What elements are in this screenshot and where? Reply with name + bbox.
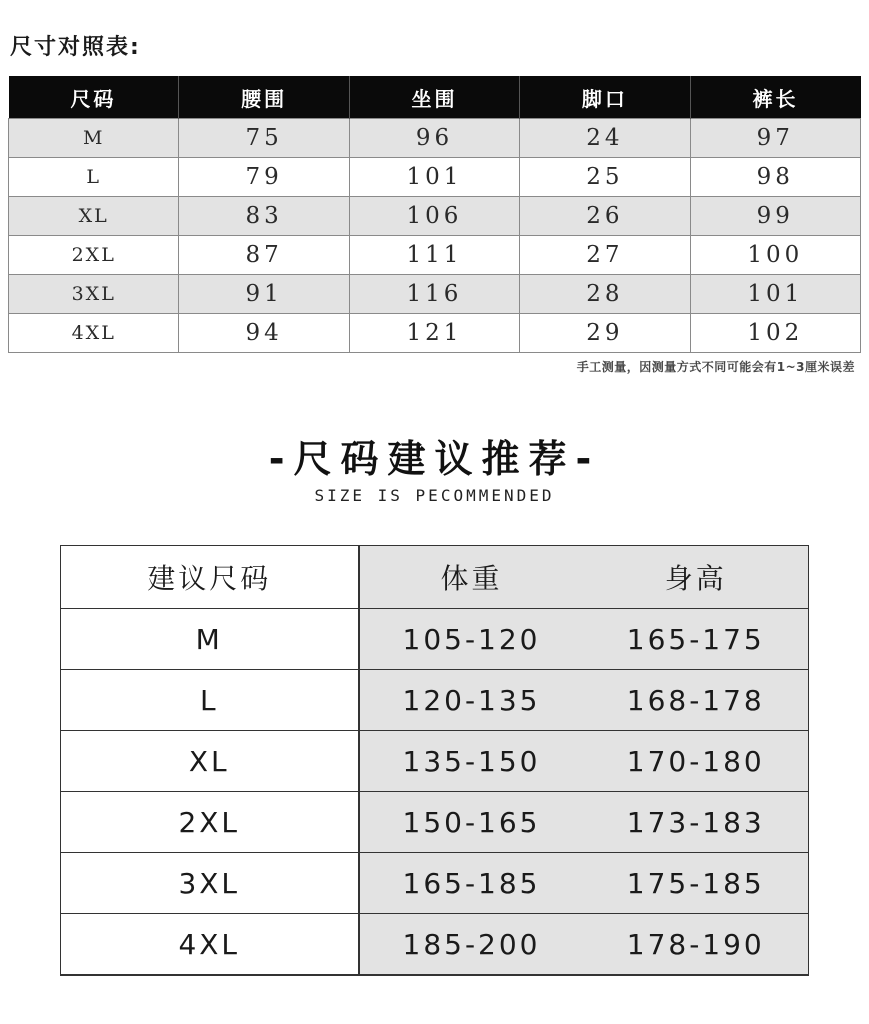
table-cell: L <box>9 158 179 197</box>
table-cell: 28 <box>520 275 690 314</box>
table-cell: L <box>61 670 359 731</box>
table-cell: 96 <box>349 119 519 158</box>
size-measurement-table <box>8 76 861 353</box>
measurement-note: 手工测量，因测量方式不同可能会有1~3厘米误差 <box>576 360 855 374</box>
table-row <box>9 197 861 236</box>
header-recommended-size: 建议尺码 <box>61 546 359 609</box>
table-cell: 25 <box>520 158 690 197</box>
table-cell: 116 <box>349 275 519 314</box>
table-cell: 170-180 <box>584 731 809 792</box>
table-cell: 175-185 <box>584 853 809 914</box>
table-cell: 94 <box>179 314 349 353</box>
table-cell: 3XL <box>61 853 359 914</box>
header-height: 身高 <box>584 546 809 609</box>
header-pant-length: 裤长 <box>690 76 860 119</box>
size-chart-title: 尺寸对照表: <box>10 35 141 60</box>
table-cell: 111 <box>349 236 519 275</box>
table-cell: 101 <box>349 158 519 197</box>
table-row <box>61 670 809 731</box>
table-cell: 185-200 <box>359 914 584 976</box>
table-cell: XL <box>61 731 359 792</box>
table-cell: 97 <box>690 119 860 158</box>
header-waist: 腰围 <box>179 76 349 119</box>
table-cell: 99 <box>690 197 860 236</box>
table-cell: M <box>61 609 359 670</box>
table-cell: 100 <box>690 236 860 275</box>
table-cell: 91 <box>179 275 349 314</box>
table-row <box>61 853 809 914</box>
table-cell: 3XL <box>9 275 179 314</box>
table-cell: 75 <box>179 119 349 158</box>
table-cell: 121 <box>349 314 519 353</box>
table-cell: 24 <box>520 119 690 158</box>
table-row <box>9 275 861 314</box>
table-cell: 29 <box>520 314 690 353</box>
table-cell: 4XL <box>61 914 359 976</box>
table-cell: 120-135 <box>359 670 584 731</box>
table-cell: 105-120 <box>359 609 584 670</box>
table-cell: 165-185 <box>359 853 584 914</box>
header-leg-opening: 脚口 <box>520 76 690 119</box>
header-size: 尺码 <box>9 76 179 119</box>
table-row <box>61 731 809 792</box>
table-cell: 2XL <box>9 236 179 275</box>
table-cell: 101 <box>690 275 860 314</box>
table-cell: 87 <box>179 236 349 275</box>
header-weight: 体重 <box>359 546 584 609</box>
table-row <box>61 914 809 976</box>
table-cell: 83 <box>179 197 349 236</box>
table-cell: 4XL <box>9 314 179 353</box>
table-row <box>9 236 861 275</box>
table-cell: 178-190 <box>584 914 809 976</box>
table-cell: 150-165 <box>359 792 584 853</box>
table-cell: 165-175 <box>584 609 809 670</box>
size-recommendation-table <box>60 545 809 976</box>
table-row <box>9 314 861 353</box>
table-cell: 79 <box>179 158 349 197</box>
table-cell: 168-178 <box>584 670 809 731</box>
table-row <box>61 609 809 670</box>
table-cell: 106 <box>349 197 519 236</box>
size-table-header <box>9 76 861 119</box>
table-cell: 135-150 <box>359 731 584 792</box>
table-cell: 102 <box>690 314 860 353</box>
table-cell: 26 <box>520 197 690 236</box>
table-cell: XL <box>9 197 179 236</box>
table-cell: 173-183 <box>584 792 809 853</box>
table-row <box>9 158 861 197</box>
table-cell: M <box>9 119 179 158</box>
table-cell: 98 <box>690 158 860 197</box>
recommendation-title: -尺码建议推荐- <box>268 437 601 481</box>
header-hip: 坐围 <box>349 76 519 119</box>
rec-table-header <box>61 546 809 609</box>
table-cell: 2XL <box>61 792 359 853</box>
recommendation-subtitle: SIZE IS PECOMMENDED <box>314 486 555 505</box>
table-cell: 27 <box>520 236 690 275</box>
table-row <box>61 792 809 853</box>
table-row <box>9 119 861 158</box>
